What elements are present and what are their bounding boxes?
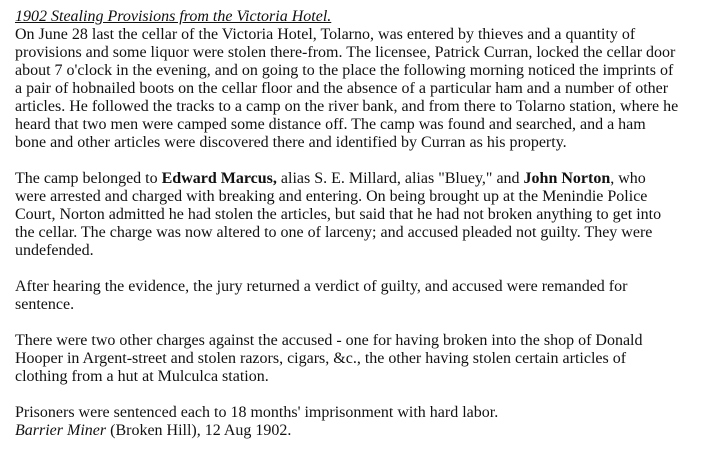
text-line [15,332,678,350]
text-line [15,422,678,440]
text-segment: The camp belonged to [15,170,162,187]
text-line [15,404,678,422]
text-segment: heard that two men were camped some distance off. The camp was found and searched, and a ham [15,116,646,133]
paragraph [15,170,678,260]
paragraph [15,332,678,386]
text-segment: , who [610,170,646,187]
text-segment: Prisoners were sentenced each to 18 months' imprisonment with hard labor. [15,404,499,421]
text-segment: were arrested and charged with breaking and entering. On being brought up at the Menindie Police [15,188,648,205]
text-line [15,296,678,314]
text-segment: bone and other articles were discovered there and identified by Curran as his property. [15,134,567,151]
text-segment: a pair of hobnailed boots on the cellar floor and the absence of a particular ham and a number of other [15,80,669,97]
text-line [15,62,678,80]
text-line [15,134,678,152]
text-segment: There were two other charges against the accused - one for having broken into the shop of Donald [15,332,643,349]
text-segment: articles. He followed the tracks to a camp on the river bank, and from there to Tolarno station, where he [15,98,679,115]
text-line [15,170,678,188]
text-line [15,98,678,116]
text-line [15,44,678,62]
text-segment: clothing from a hut at Mulculca station. [15,368,269,385]
article-paragraphs [15,26,678,440]
text-segment: On June 28 last the cellar of the Victoria Hotel, Tolarno, was entered by thieves and a quantity of [15,26,636,43]
text-line [15,206,678,224]
text-line [15,368,678,386]
text-line [15,350,678,368]
text-segment: sentence. [15,296,75,313]
paragraph [15,278,678,314]
paragraph [15,404,678,440]
paragraph [15,26,678,152]
text-line [15,278,678,296]
text-segment: After hearing the evidence, the jury returned a verdict of guilty, and accused were remanded for [15,278,628,295]
text-segment: Court, Norton admitted he had stolen the articles, but said that he had not broken anything to get into [15,206,662,223]
text-line [15,188,678,206]
text-segment: about 7 o'clock in the evening, and on going to the place the following morning noticed the imprints of [15,62,674,79]
text-line [15,242,678,260]
text-segment: provisions and some liquor were stolen there-from. The licensee, Patrick Curran, locked the cellar door [15,44,676,61]
text-line [15,26,678,44]
source-publication: Barrier Miner [15,422,107,439]
bold-name: Edward Marcus, [161,170,277,187]
text-segment: the cellar. The charge was now altered to one of larceny; and accused pleaded not guilty. They were [15,224,653,241]
text-segment: (Broken Hill), 12 Aug 1902. [106,422,292,439]
article-title: 1902 Stealing Provisions from the Victoria Hotel. [15,8,332,25]
text-line [15,80,678,98]
document-body [15,8,678,458]
text-line [15,224,678,242]
text-segment: alias S. E. Millard, alias "Bluey," and [276,170,524,187]
bold-name: John Norton [523,170,611,187]
text-segment: undefended. [15,242,94,259]
text-segment: Hooper in Argent-street and stolen razors, cigars, &c., the other having stolen certain articles of [15,350,627,367]
text-line [15,116,678,134]
